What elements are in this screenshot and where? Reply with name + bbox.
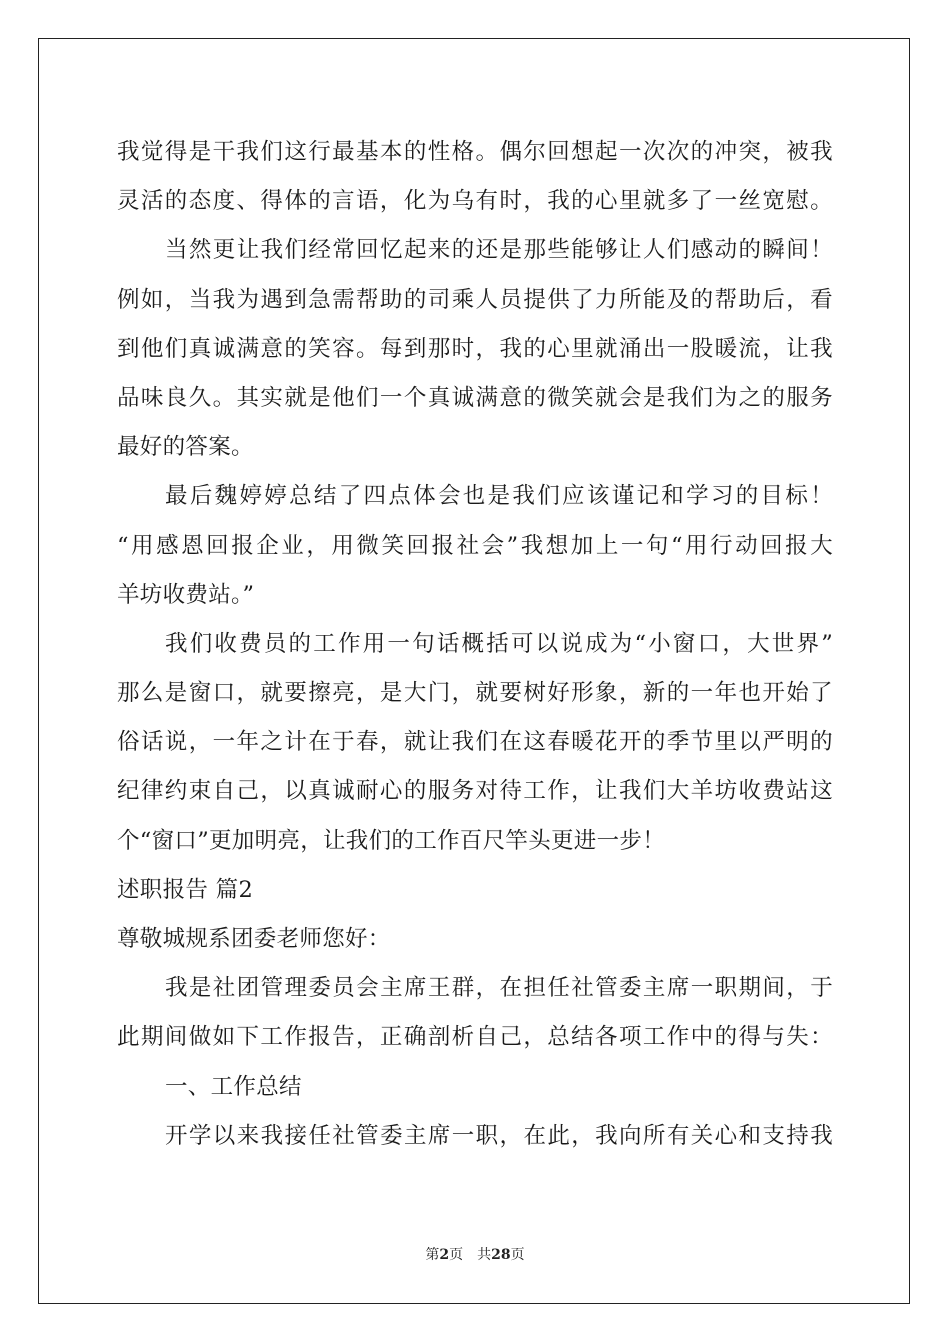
page-footer — [0, 1244, 950, 1264]
text-line: 例如，当我为遇到急需帮助的司乘人员提供了力所能及的帮助后，看 — [117, 286, 833, 313]
text-line: “用感恩回报企业，用微笑回报社会”我想加上一句“用行动回报大 — [117, 532, 833, 559]
subsection-heading: 一、工作总结 — [165, 1073, 302, 1100]
text-line: 个“窗口”更加明亮，让我们的工作百尺竿头更进一步！ — [117, 827, 666, 854]
text-line: 最好的答案。 — [117, 434, 254, 461]
text-line: 纪律约束自己，以真诚耐心的服务对待工作，让我们大羊坊收费站这 — [117, 778, 833, 805]
total-pages: 28 — [491, 1247, 511, 1263]
text-line: 开学以来我接任社管委主席一职，在此，我向所有关心和支持我 — [165, 1122, 833, 1149]
text-line: 此期间做如下工作报告，正确剖析自己，总结各项工作中的得与失： — [117, 1024, 833, 1051]
page-number: 2 — [439, 1247, 450, 1263]
text-line: 俗话说，一年之计在于春，就让我们在这春暖花开的季节里以严明的 — [117, 729, 833, 756]
text-line: 羊坊收费站。” — [117, 581, 255, 608]
text-line: 灵活的态度、得体的言语，化为乌有时，我的心里就多了一丝宽慰。 — [117, 188, 833, 215]
text-line: 到他们真诚满意的笑容。每到那时，我的心里就涌出一股暖流，让我 — [117, 335, 833, 362]
text-line: 最后魏婷婷总结了四点体会也是我们应该谨记和学习的目标！ — [165, 483, 833, 510]
text-line: 品味良久。其实就是他们一个真诚满意的微笑就会是我们为之的服务 — [117, 384, 833, 411]
document-body — [117, 128, 833, 1161]
total-prefix: 共 — [477, 1247, 492, 1263]
text-line: 我是社团管理委员会主席王群，在担任社管委主席一职期间，于 — [165, 975, 833, 1002]
page-suffix: 页 — [449, 1247, 464, 1263]
text-line: 当然更让我们经常回忆起来的还是那些能够让人们感动的瞬间！ — [165, 237, 833, 264]
text-line: 我们收费员的工作用一句话概括可以说成为“小窗口，大世界” — [165, 630, 833, 657]
section-heading: 述职报告 篇2 — [117, 876, 254, 903]
salutation: 尊敬城规系团委老师您好： — [117, 926, 391, 952]
total-suffix: 页 — [510, 1247, 525, 1263]
text-line: 我觉得是干我们这行最基本的性格。偶尔回想起一次次的冲突，被我 — [117, 139, 833, 165]
text-line: 那么是窗口，就要擦亮，是大门，就要树好形象，新的一年也开始了 — [117, 680, 833, 707]
page-prefix: 第 — [425, 1247, 440, 1263]
